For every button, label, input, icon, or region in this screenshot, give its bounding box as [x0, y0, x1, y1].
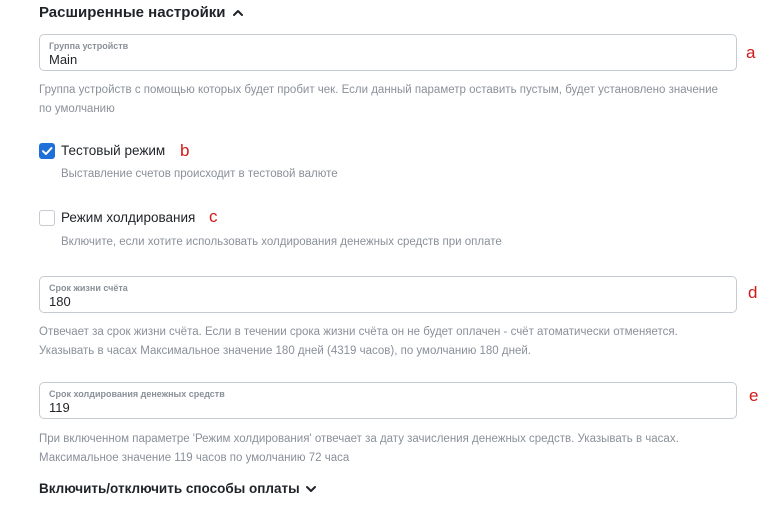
annotation-d: d	[748, 283, 758, 302]
annotation-c: c	[209, 207, 218, 226]
hold-period-label: Срок холдирования денежных средств	[49, 389, 225, 399]
device-group-field[interactable]	[39, 34, 737, 71]
hold-period-value[interactable]: 119	[49, 400, 70, 415]
test-mode-label[interactable]: Тестовый режим	[61, 143, 166, 158]
device-group-value[interactable]: Main	[49, 52, 78, 67]
annotation-e: e	[749, 386, 759, 405]
chevron-up-icon	[232, 7, 244, 19]
hold-mode-checkbox[interactable]	[39, 210, 55, 226]
annotation-a: a	[746, 43, 756, 62]
invoice-lifetime-help: Отвечает за срок жизни счёта. Если в течении срока жизни счёта он не будет оплачен - счёт атоматически отменяется. Указывать в часах Максимальное значение 180 дней (4319 часов), по умолчанию 180 дней.	[39, 326, 678, 357]
hold-period-help: При включенном параметре 'Режим холдирования' отвечает за дату зачисления денежных средств. Указывать в часах. Максимальное значение 119 часов по умолчанию 72 часа	[39, 433, 679, 464]
device-group-label: Группа устройств	[49, 41, 129, 51]
payment-methods-toggle[interactable]	[39, 481, 317, 496]
test-mode-checkbox[interactable]	[39, 143, 55, 159]
annotation-b: b	[180, 141, 190, 160]
advanced-settings-title: Расширенные настройки	[39, 4, 226, 21]
device-group-help: Группа устройств с помощью которых будет пробит чек. Если данный параметр оставить пустым, будет установлено значение по умолчанию	[39, 84, 718, 115]
hold-period-field[interactable]	[39, 382, 737, 419]
advanced-settings-toggle[interactable]	[39, 4, 244, 21]
invoice-lifetime-field[interactable]	[39, 276, 737, 313]
payment-methods-title: Включить/отключить способы оплаты	[39, 481, 300, 496]
test-mode-help: Выставление счетов происходит в тестовой валюте	[61, 168, 338, 180]
hold-mode-help: Включите, если хотите использовать холдирования денежных средств при оплате	[61, 236, 502, 248]
invoice-lifetime-label: Срок жизни счёта	[49, 283, 128, 293]
hold-mode-label[interactable]: Режим холдирования	[61, 210, 196, 225]
invoice-lifetime-value[interactable]: 180	[49, 294, 71, 309]
chevron-down-icon	[305, 483, 317, 495]
checkmark-icon	[40, 144, 54, 158]
